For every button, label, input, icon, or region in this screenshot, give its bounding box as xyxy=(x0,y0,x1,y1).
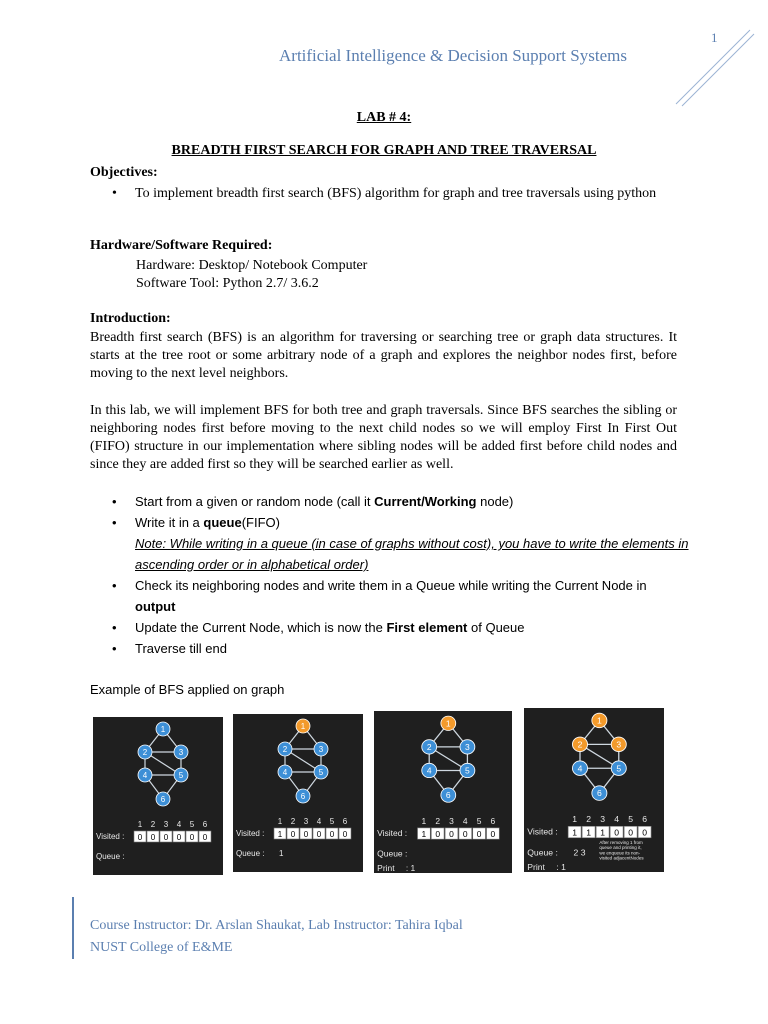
bfs-graph-panel-3 xyxy=(374,711,512,873)
visited-index-label: 5 xyxy=(628,814,634,825)
graph-node-label: 3 xyxy=(616,739,622,750)
visited-index-label: 2 xyxy=(290,817,296,826)
queue-label: Queue : xyxy=(377,848,408,859)
introduction-paragraph-2: In this lab, we will implement BFS for both tree and graph traversals. Since BFS searches the sibling or neighboring nodes first before moving to the next child nodes so we will employ First In First Out (FIFO) structure in our implementation where sibling nodes will be added first before child nodes and since they are added first so they will be searched earlier as well. xyxy=(90,403,677,472)
hardware-heading: Hardware/Software Required: xyxy=(90,238,273,253)
bfs-figure-1 xyxy=(93,717,223,875)
graph-node-label: 3 xyxy=(465,742,470,752)
visited-cell-value: 0 xyxy=(490,829,496,840)
print-label: Print xyxy=(377,863,395,873)
visited-cell-value: 0 xyxy=(163,833,169,842)
visited-cell-value: 0 xyxy=(303,830,309,839)
graph-node-label: 1 xyxy=(300,722,306,731)
introduction-paragraph-1: Breadth first search (BFS) is an algorithm for traversing or searching tree or graph data structures. It starts at the tree root or some arbitrary node of a graph and explores the neighbor nodes first, before moving to the next level neighbors. xyxy=(90,330,677,381)
lab-title: LAB # 4: xyxy=(356,110,412,125)
visited-cell-value: 0 xyxy=(290,830,296,839)
visited-index-label: 4 xyxy=(614,814,620,825)
visited-index-label: 2 xyxy=(435,815,441,826)
graph-node-label: 3 xyxy=(178,748,184,757)
objectives-list xyxy=(90,184,677,203)
queue-label: Queue : xyxy=(236,849,265,858)
bfs-figure-3 xyxy=(374,711,512,873)
visited-cell-value: 0 xyxy=(316,830,322,839)
visited-cell-value: 0 xyxy=(614,827,620,838)
footer-college: NUST College of E&ME xyxy=(90,940,233,955)
panel-note-line: queue and printing it, xyxy=(599,845,642,851)
visited-cell-value: 0 xyxy=(435,829,441,840)
visited-index-label: 1 xyxy=(421,815,427,826)
visited-cell-value: 0 xyxy=(628,827,634,838)
step-start: • Start from a given or random node (call it Current/Working node) xyxy=(90,491,690,512)
visited-index-label: 6 xyxy=(490,815,496,826)
step-update-current: • Update the Current Node, which is now the First element of Queue xyxy=(90,617,690,638)
visited-index-label: 6 xyxy=(202,820,208,829)
panel-note-line: visited adjacentNodes xyxy=(599,855,644,861)
visited-index-label: 3 xyxy=(449,815,454,826)
visited-cell-value: 1 xyxy=(277,830,283,839)
visited-index-label: 6 xyxy=(642,814,648,825)
visited-index-label: 2 xyxy=(586,814,592,825)
document-title: BREADTH FIRST SEARCH FOR GRAPH AND TREE TRAVERSAL xyxy=(171,143,597,158)
graph-node-label: 1 xyxy=(445,718,451,729)
visited-index-label: 5 xyxy=(476,815,482,826)
introduction-heading: Introduction: xyxy=(90,311,171,326)
bfs-graph-panel-1 xyxy=(93,717,223,875)
visited-index-label: 1 xyxy=(572,814,578,825)
visited-cell-value: 0 xyxy=(176,833,182,842)
graph-node-label: 1 xyxy=(160,725,166,734)
hardware-line: Hardware: Desktop/ Notebook Computer xyxy=(136,258,368,273)
visited-cell-value: 1 xyxy=(600,827,606,838)
print-label: Print xyxy=(527,862,545,872)
graph-node-label: 5 xyxy=(178,771,184,780)
visited-label: Visited : xyxy=(377,828,408,839)
queue-value: 1 xyxy=(279,849,284,858)
bfs-figure-4 xyxy=(524,708,664,872)
visited-cell-value: 1 xyxy=(572,827,578,838)
graph-node-label: 4 xyxy=(577,763,583,774)
visited-index-label: 1 xyxy=(137,820,143,829)
visited-index-label: 1 xyxy=(277,817,283,826)
graph-node-label: 5 xyxy=(616,763,622,774)
queue-label: Queue : xyxy=(527,847,558,858)
graph-node-label: 2 xyxy=(577,739,583,750)
bfs-graph-panel-2 xyxy=(233,714,363,872)
visited-cell-value: 0 xyxy=(202,833,208,842)
print-value: : 1 xyxy=(556,862,566,872)
visited-cell-value: 0 xyxy=(462,829,468,840)
panel-note-line: After removing 1 from xyxy=(599,840,643,845)
visited-cell-value: 0 xyxy=(342,830,348,839)
visited-index-label: 3 xyxy=(600,814,606,825)
queue-value: 2 3 xyxy=(573,847,586,858)
visited-index-label: 4 xyxy=(316,817,322,826)
graph-node-label: 6 xyxy=(300,792,306,801)
graph-node-label: 3 xyxy=(318,745,324,754)
graph-node-label: 4 xyxy=(142,771,148,780)
visited-cell-value: 1 xyxy=(421,829,427,840)
print-value: : 1 xyxy=(405,863,416,873)
visited-cell-value: 0 xyxy=(642,827,648,838)
bfs-steps-list xyxy=(90,491,690,659)
visited-label: Visited : xyxy=(236,829,265,838)
queue-note: Note: While writing in a queue (in case of graphs without cost), you have to write the elements in ascending order or in alphabetical order) xyxy=(135,536,689,572)
visited-cell-value: 1 xyxy=(586,827,592,838)
visited-index-label: 5 xyxy=(189,820,195,829)
footer-instructors: Course Instructor: Dr. Arslan Shaukat, Lab Instructor: Tahira Iqbal xyxy=(90,918,463,933)
graph-node-label: 2 xyxy=(426,742,432,752)
header-title: Artificial Intelligence & Decision Support Systems xyxy=(279,46,627,65)
graph-node-label: 5 xyxy=(465,765,470,776)
footer-accent-bar xyxy=(72,897,74,959)
visited-label: Visited : xyxy=(96,832,125,841)
visited-index-label: 4 xyxy=(176,820,182,829)
visited-index-label: 2 xyxy=(150,820,156,829)
bfs-figure-2 xyxy=(233,714,363,872)
software-line: Software Tool: Python 2.7/ 3.6.2 xyxy=(136,276,319,291)
graph-node-label: 2 xyxy=(282,745,288,754)
graph-node-label: 6 xyxy=(445,790,451,801)
objectives-heading: Objectives: xyxy=(90,165,158,180)
queue-label: Queue : xyxy=(96,852,125,861)
panel-note-line: we enqueue its non- xyxy=(599,850,641,856)
visited-index-label: 3 xyxy=(163,820,169,829)
visited-cell-value: 0 xyxy=(137,833,143,842)
graph-node-label: 4 xyxy=(426,765,432,776)
graph-node-label: 6 xyxy=(160,795,166,804)
visited-cell-value: 0 xyxy=(329,830,335,839)
bfs-graph-panel-4 xyxy=(524,708,664,872)
visited-cell-value: 0 xyxy=(449,829,454,840)
graph-node-label: 5 xyxy=(318,768,324,777)
graph-node-label: 6 xyxy=(596,788,602,799)
page-number: 1 xyxy=(711,30,718,45)
visited-index-label: 3 xyxy=(303,817,309,826)
step-traverse: • Traverse till end xyxy=(90,638,690,659)
step-check-neighbors: • Check its neighboring nodes and write them in a Queue while writing the Current Node in output xyxy=(90,575,690,617)
visited-label: Visited : xyxy=(527,826,558,837)
graph-node-label: 4 xyxy=(282,768,288,777)
visited-cell-value: 0 xyxy=(150,833,156,842)
graph-node-label: 1 xyxy=(596,715,602,726)
header-decoration-lines xyxy=(672,22,756,108)
graph-node-label: 2 xyxy=(142,748,148,757)
objectives-item: • To implement breadth first search (BFS) algorithm for graph and tree traversals using python xyxy=(90,184,677,203)
example-caption: Example of BFS applied on graph xyxy=(90,682,285,697)
visited-index-label: 6 xyxy=(342,817,348,826)
visited-cell-value: 0 xyxy=(476,829,482,840)
visited-index-label: 4 xyxy=(462,815,468,826)
visited-cell-value: 0 xyxy=(189,833,195,842)
step-write-queue: • Write it in a queue(FIFO) Note: While writing in a queue (in case of graphs without cost), you have to write the elements in ascending order or in alphabetical order) xyxy=(90,512,690,575)
visited-index-label: 5 xyxy=(329,817,335,826)
